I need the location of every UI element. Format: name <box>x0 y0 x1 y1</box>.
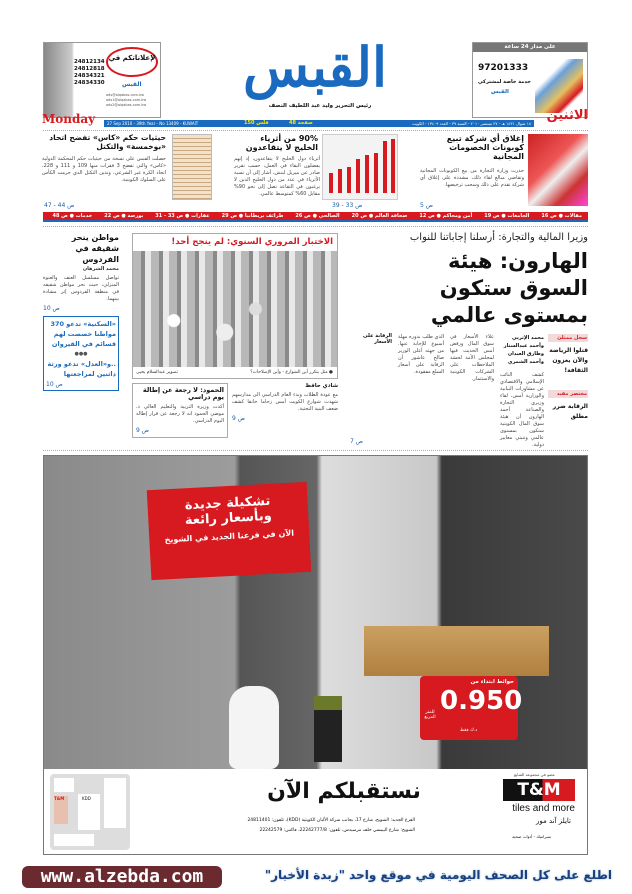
teaser-title: حيثيات حكم «كاس» تفضح اتحاد «بوخمسة» والتكتل <box>49 133 166 151</box>
lead-kicker: وزيرا المالية والتجارة: أرسلنا إجاباتنا للنواب <box>409 232 588 243</box>
sidebar-title[interactable]: قتلوا الرياضة والآن يغزون الثقافة! <box>549 347 588 374</box>
divider <box>43 130 588 131</box>
date-en: 27 Sep 2010 - 39th Year - No 13409 - KUWAIT <box>107 121 199 126</box>
left-column <box>43 232 119 391</box>
divider <box>43 226 588 227</box>
index-item[interactable]: الصالحي ● ص 26 <box>295 213 340 219</box>
index-item[interactable]: خدمات ● ص 48 <box>52 213 93 219</box>
education-ref[interactable]: ص 9 <box>136 426 149 434</box>
left-story-title[interactable]: مواطن ينحر شقيقه في الفردوس <box>71 233 119 264</box>
lead-headline: الهارون: هيئة السوق ستكون بمستوى عالمي <box>430 249 588 327</box>
education-body: أكدت وزيرة التربية والتعليم العالي د. موضي الحمود انه لا رجعة عن قرار إطالة اليوم الدراسي. <box>136 403 224 424</box>
editor-line: رئيس التحرير وليد عبد اللطيف النصف <box>268 103 372 109</box>
index-item[interactable]: الجامعات ● ص 19 <box>484 213 530 219</box>
sidebar-title[interactable]: الرقابة ضرر مطلق <box>552 403 588 420</box>
ad-left-brand: القبس <box>122 81 142 88</box>
left-story-body: تواصل مسلسل العنف والعنوة المنزلي، حيث نحر مواطن شقيقه في منطقة الفردوس إثر مشادة بينهما. <box>43 274 119 302</box>
teaser-body: حصلت القبس على نسخة من حيثيات حكم المحكمة الدولية «كاس» والتي تفضح 3 فقرات منها 109 و 111 و 228، اتحاد الكرة غير الشرعي، وتدين التكتل الذي حرمت الكأس على السلوك الكويتية. <box>42 156 167 183</box>
lead-subhead: الرقابة على الأسعار <box>362 333 392 345</box>
promo-line2: وبأسعار رائعة <box>184 508 273 529</box>
ad-left-box[interactable] <box>43 42 161 118</box>
logo: القبس <box>243 35 387 99</box>
group-note: عضو في مجموعة الشايع <box>514 772 555 777</box>
footer-url[interactable]: www.alzebda.com <box>22 866 222 888</box>
price-tag <box>420 676 523 740</box>
left-story-ref[interactable]: ص 10 <box>43 304 60 312</box>
left-item-separator: ●●● <box>74 350 88 357</box>
divider <box>43 450 588 451</box>
address-line: الشويخ: شارع البيبسي خلف مرسيدس، تلفون: 22242777/8، فاكس: 22242579 <box>259 828 415 833</box>
photo-story-body: مع عودة الطلاب وبدء العام الدراسي الى مدارسهم شهدت شوارع الكويت أمس زحاما خانقا كشف ضعف البنية التحتية. <box>232 392 338 413</box>
teaser-title: إغلاق أي شركة تبيع كوبونات الخصومات المجانية <box>446 134 524 162</box>
ad-right-banner: على مدار 24 ساعة <box>473 43 587 52</box>
welcome-text: نستقبلكم الآن <box>267 779 421 804</box>
lead-body: الذي طلب بدوره مهلة أسبوع للإجابة عنها. من جهته أعلن الوزير صالح عاشور أن الرقابة على أسعار السلع مفقودة. <box>398 334 444 375</box>
price-value: 0.950 <box>440 686 523 716</box>
tagline: سيراميك - أدوات صحية <box>512 834 551 839</box>
ad-right-box[interactable] <box>472 42 588 118</box>
photo-story-title: الاختبار المروري السنوي: لم ينجح أحد! <box>171 237 333 247</box>
ad-left-headline: لإعلاناتكم في <box>106 47 158 77</box>
ad-right-phone: 97201333 <box>478 63 529 73</box>
teaser-ref[interactable]: ص 44 - 47 <box>44 202 75 209</box>
promo-banner <box>147 482 311 580</box>
phone-illustration <box>535 59 583 113</box>
photo-caption: ● مثل يتكرر أين الشوارع - وأين الإصلاحات؟ <box>250 370 333 375</box>
price: 150 فلس <box>244 120 269 126</box>
brand-en: tiles and more <box>512 803 575 814</box>
teaser-title: 90% من أثرياء الخليج لا يتقاعدون <box>245 134 318 153</box>
promo-line3: الآن في فرعنا الجديد في الشويخ <box>164 528 295 545</box>
left-box <box>43 316 119 391</box>
ad-right-brand: القبس <box>491 89 509 95</box>
education-story[interactable] <box>132 383 228 438</box>
date-ar: ١٨ شوال ١٤٣١ هـ - ٢٧ سبتمبر ٢٠١٠ - السنة ٣٩ - العدد ١٣٤٠٩ - الكويت <box>412 121 531 126</box>
lead-authors: محمد الإتربي وأحمد عبدالستار وطارق العيدان وأحمد الشمري <box>503 335 544 365</box>
index-item[interactable]: طرائف بريطانيا ● ص 29 <box>221 213 284 219</box>
traffic-photo <box>133 251 337 367</box>
index-bar <box>43 212 588 222</box>
education-title: الحمود: لا رجعة عن إطالة يوم دراسي <box>142 386 224 402</box>
left-item-justice[interactable]: ..و«العدل» تدعو ورثة داثنين لمراجعتها <box>47 359 116 378</box>
teaser-ref[interactable]: ص 5 <box>420 202 433 209</box>
index-item[interactable]: أمن ومحاكم ● ص 12 <box>419 213 473 219</box>
map-label-tm: T&M <box>54 796 68 824</box>
tm-logo: T&M <box>503 779 575 801</box>
teaser-coupons[interactable] <box>418 132 588 210</box>
photo-credit: تصوير عبدالسلام يحيى <box>136 370 178 375</box>
date-bar <box>104 120 534 127</box>
promo-line1: تشكيلة جديدة <box>184 493 271 514</box>
page-count: 48 صفحة <box>289 120 313 126</box>
lead-body: علاء الأسعار في سوق المال ورفض أمس الحديث فيها لمجلس الأمة لحشد الملاحظات على الشركات الكويتية والاستثمار. <box>450 334 494 382</box>
brand-ar: تايلز آند مور <box>536 817 571 825</box>
footer-promo: اطلع على كل الصحف اليومية في موقع واحد "زبدة الأخبار" <box>264 868 612 882</box>
index-item[interactable]: مقالات ● ص 16 <box>541 213 582 219</box>
lead-body: كشف النائب الإسلامي والاقتصادي عن مشاورات النيابية والوزارية أمس، لقاء وزيري التجارة والصناعة أحمد الهارون أن هيئة سوق المال الكويتية ستكون بمستوى عالمي وتنبني معايير دولية. <box>500 372 544 448</box>
sidebar-label: مختصر مفيد <box>548 390 588 398</box>
ad-right-service: خدمة خاصة لمشتركي <box>478 79 531 85</box>
price-label: حوائط ابتداء من <box>470 679 514 685</box>
teaser-ref[interactable]: ص 33 - 39 <box>332 202 363 209</box>
map-label-kdd: KDD <box>82 796 91 801</box>
teaser-cas[interactable] <box>42 132 212 210</box>
location-map[interactable] <box>50 774 130 850</box>
teaser-body: أثرياء دول الخليج لا يتقاعدون، إذ إنهم يفضلون البقاء في العمل، حسب تقرير صادر عن ميريل لينش، أشار إلى أن نسبة الأثرياء في عدد من دول الخليج الذين لا يرغبون في التقاعد تصل إلى نحو 90% مقابل 60% كمتوسط عالمي. <box>234 156 320 197</box>
toilet <box>229 686 279 769</box>
index-item[interactable]: بورصة ● ص 22 <box>104 213 144 219</box>
photo-story-ref[interactable]: ص 9 <box>232 415 245 423</box>
day-ar: الاثنين <box>546 108 588 123</box>
photo-story[interactable] <box>132 233 338 379</box>
teaser-body: حذرت وزارة التجارة من بيع الكوبونات المجانية وتقاضي مبالغ لقاء ذلك، مشددة على إغلاق أي شركة تقدم على ذلك وسحب ترخيصها. <box>420 168 524 188</box>
photo-story-text <box>232 383 338 422</box>
sidebar-label: سجل ممتلئ <box>548 334 588 342</box>
left-item-housing[interactable]: «السكنية» تدعو 370 مواطنا خصصت لهم قسائم في القيروان <box>50 319 116 348</box>
address-line: الفرع الجديد: الشويخ، شارع 17، بجانب شركة الألبان الكويتية (KDD)، تلفون: 24811401 <box>247 818 415 823</box>
price-unit: للمتر المربع <box>424 710 436 720</box>
ad-left-phones: 24812134 24812818 24834321 24834330 <box>74 59 105 86</box>
teaser-gulf-rich[interactable] <box>232 132 402 210</box>
index-item[interactable]: صحافة العالم ● ص 20 <box>351 213 408 219</box>
vanity <box>364 626 549 676</box>
left-item-ref[interactable]: ص 10 <box>46 380 63 388</box>
index-item[interactable]: عقارات ● ص 33 - 31 <box>155 213 210 219</box>
tiles-ad[interactable] <box>43 455 588 855</box>
plant <box>314 696 342 762</box>
price-currency: د.ك فقط <box>460 728 478 733</box>
day-en: Monday <box>42 112 96 126</box>
ad-left-emails: ads@alqabas.com.kw ads1@alqabas.com.kw ads2@alqabas.com.kw <box>106 93 147 107</box>
sidebar-right <box>548 334 588 422</box>
teaser-photo <box>528 134 588 206</box>
lead-ref[interactable]: ص 7 <box>350 438 363 445</box>
teaser-document-image <box>172 134 212 200</box>
photo-story-author: شادي حافظ <box>305 383 338 389</box>
left-story-author: محمد الشرهان <box>82 266 119 272</box>
teaser-chart-image <box>322 134 398 200</box>
